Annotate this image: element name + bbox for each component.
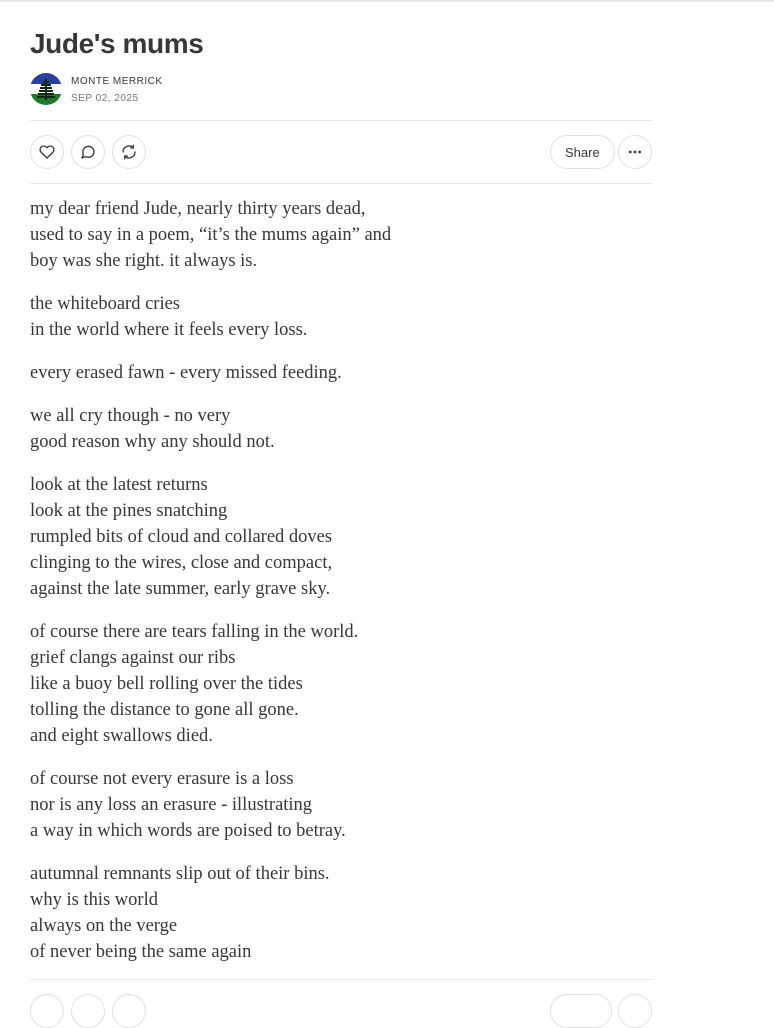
poem-line: look at the pines snatching	[30, 501, 228, 521]
post-body	[30, 196, 652, 982]
poem-line: against the late summer, early grave sky.	[30, 579, 331, 599]
poem-line: look at the latest returns	[30, 475, 208, 495]
more-icon	[627, 144, 643, 160]
stanza	[30, 196, 652, 274]
poem-line: autumnal remnants slip out of their bins.	[30, 864, 330, 884]
more-button[interactable]	[618, 135, 652, 169]
stanza	[30, 861, 652, 965]
poem-line: clinging to the wires, close and compact,	[30, 553, 333, 573]
stanza	[30, 472, 652, 602]
poem-line: used to say in a poem, “it’s the mums again” and	[30, 225, 392, 245]
poem-line: of course there are tears falling in the world.	[30, 622, 359, 642]
poem-line: like a buoy bell rolling over the tides	[30, 674, 303, 694]
poem-line: rumpled bits of cloud and collared doves	[30, 527, 333, 547]
poem-line: we all cry though - no very	[30, 406, 231, 426]
divider-bottom	[30, 979, 652, 980]
author-name[interactable]: MONTE MERRICK	[71, 76, 163, 87]
poem-line: in the world where it feels every loss.	[30, 320, 308, 340]
poem-line: of course not every erasure is a loss	[30, 769, 294, 789]
heart-icon	[39, 144, 55, 160]
poem-line: a way in which words are poised to betray.	[30, 821, 346, 841]
poem-line: of never being the same again	[30, 942, 252, 962]
comment-button-bottom[interactable]	[71, 994, 105, 1028]
comment-icon	[80, 144, 96, 160]
poem-line: my dear friend Jude, nearly thirty years dead,	[30, 199, 366, 219]
comment-button[interactable]	[71, 135, 105, 169]
stanza	[30, 403, 652, 455]
restack-button-bottom[interactable]	[112, 994, 146, 1028]
byline	[30, 73, 430, 107]
poem-line: why is this world	[30, 890, 158, 910]
avatar[interactable]	[30, 73, 62, 105]
poem-line: the whiteboard cries	[30, 294, 180, 314]
post-date: SEP 02, 2025	[71, 93, 139, 104]
post-title: Jude's mums	[30, 28, 204, 59]
restack-icon	[121, 144, 137, 160]
like-button[interactable]	[30, 135, 64, 169]
share-button[interactable]	[550, 135, 615, 169]
stanza	[30, 291, 652, 343]
divider-actions	[30, 183, 652, 184]
divider-top	[30, 120, 652, 121]
poem-line: always on the verge	[30, 916, 178, 936]
poem-line: nor is any loss an erasure - illustrating	[30, 795, 313, 815]
poem-line: good reason why any should not.	[30, 432, 275, 452]
avatar-image	[30, 73, 62, 105]
poem-line: grief clangs against our ribs	[30, 648, 236, 668]
poem-line: tolling the distance to gone all gone.	[30, 700, 299, 720]
poem-line: and eight swallows died.	[30, 726, 213, 746]
stanza	[30, 360, 652, 386]
more-button-bottom[interactable]	[618, 994, 652, 1028]
restack-button[interactable]	[112, 135, 146, 169]
poem-line: every erased fawn - every missed feeding.	[30, 363, 342, 383]
poem-line: boy was she right. it always is.	[30, 251, 258, 271]
stanza	[30, 619, 652, 749]
share-label: Share	[565, 144, 600, 160]
like-button-bottom[interactable]	[30, 994, 64, 1028]
share-button-bottom[interactable]	[550, 994, 612, 1028]
stanza	[30, 766, 652, 844]
post-container	[30, 0, 652, 1000]
